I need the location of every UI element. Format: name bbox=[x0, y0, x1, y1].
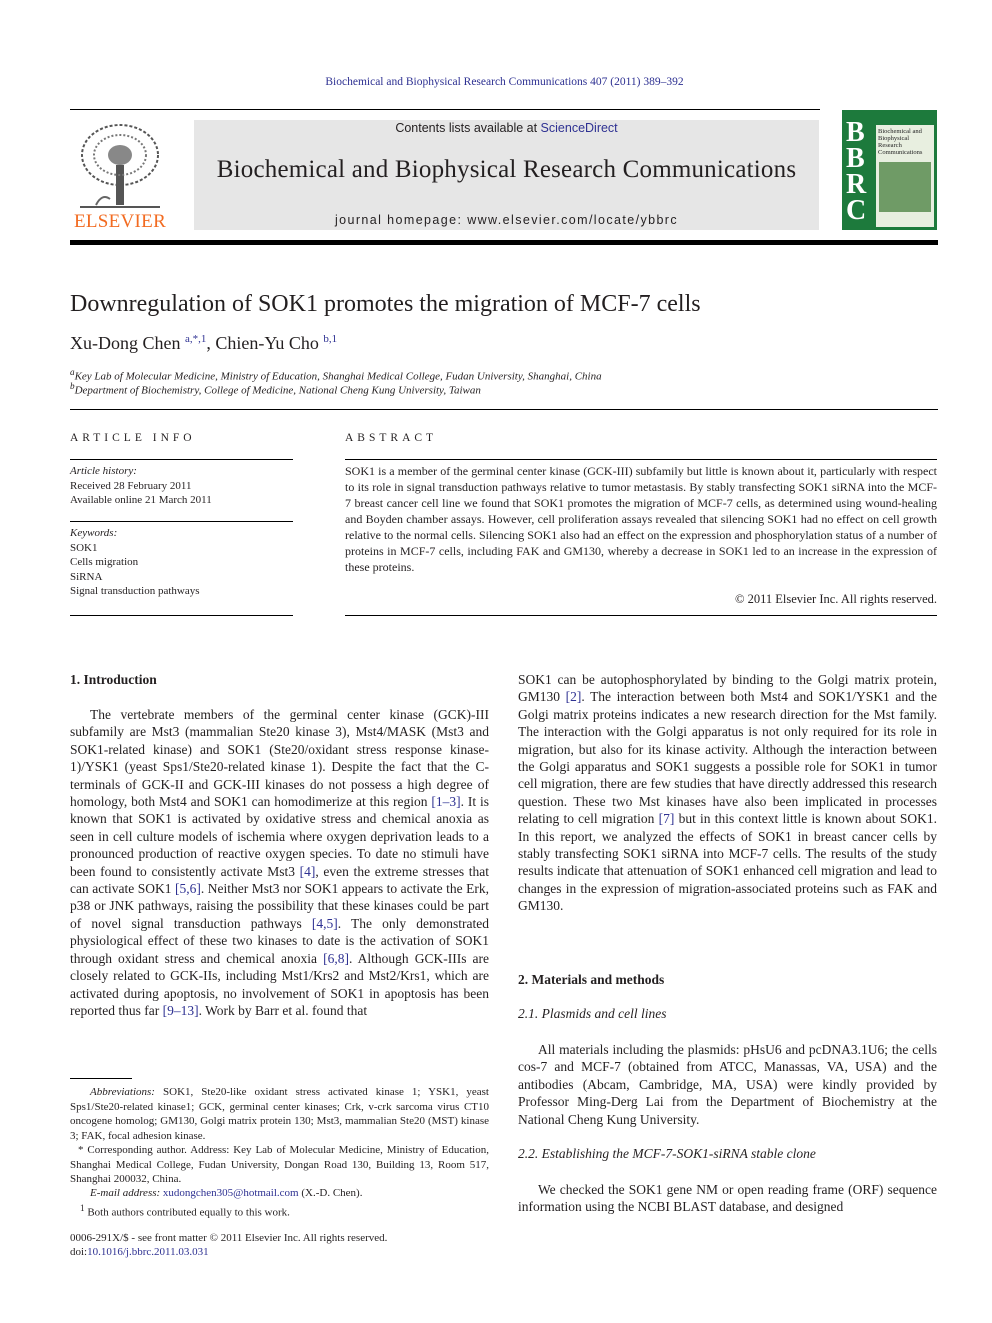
methods-heading: 2. Materials and methods bbox=[518, 972, 665, 987]
available-date: Available online 21 March 2011 bbox=[70, 494, 212, 506]
footnote-abbreviations bbox=[70, 1085, 489, 1143]
article-info-bottom-rule bbox=[70, 615, 293, 616]
citation-link[interactable]: [1–3] bbox=[431, 794, 461, 810]
abstract-text: SOK1 is a member of the germinal center kinase (GCK-III) subfamily but little is known about it, particularly with respect to its role in signal transduction pathways relative to tumor metastasis. By stably transfecting SOK1 siRNA into the MCF-7 breast cancer cell line we found that SOK1 promotes the migration of MCF-7 cells, as determined using wound-healing and Boyden chamber assays. However, cell proliferation assays revealed that silencing SOK1 had no effect on cell growth relative to the normal cells. Silencing SOK1 also had an effect on the expression and phosphorylation status of a number of proteins in MCF-7 cells, including FAK and GM130, whereby a decrease in SOK1 led to an increase in the expression of these proteins. bbox=[345, 464, 937, 574]
abstract-copyright: © 2011 Elsevier Inc. All rights reserved. bbox=[734, 592, 937, 606]
author-1-affil[interactable]: a,*,1 bbox=[185, 333, 207, 345]
author-separator: , bbox=[206, 333, 216, 353]
keywords-label: Keywords: bbox=[70, 527, 118, 539]
section-2-1-text: All materials including the plasmids: pHsU6 and pcDNA3.1U6; the cells cos-7 and MCF-7 (obtained from ATCC, Manassas, VA, USA) and the antibodies (Abcam, Cambridge, MA, USA) were kindly provided by Professor Ming-Derg Lai from the Department of Biochemistry at the National Cheng Kung University. bbox=[518, 1042, 937, 1127]
email-link[interactable]: xudongchen305@hotmail.com bbox=[162, 1187, 299, 1199]
keyword: SiRNA bbox=[70, 570, 103, 583]
header-thick-rule bbox=[70, 240, 938, 245]
contents-line bbox=[194, 121, 819, 135]
intro-paragraph-1 bbox=[70, 706, 489, 1019]
abstract-bottom-rule bbox=[345, 615, 937, 616]
intro-paragraph-2 bbox=[518, 671, 937, 915]
intro-text: . Neither Mst3 nor SOK1 appears to activate the Erk, p38 or JNK pathways, raising the possibility that these kinases could be part of novel signal transduction pathways bbox=[70, 881, 490, 931]
keywords-block bbox=[70, 526, 293, 599]
journal-cover bbox=[842, 110, 937, 230]
received-date: Received 28 February 2011 bbox=[70, 479, 192, 492]
intro-text: . It is known that SOK1 is activated by oxidative stress and chemical anoxia as seen in cell culture models of ischemia where oxygen deprivation leads to a pronounced production of reactive oxygen species. To date no stimuli have been found to consistently activate Mst3 bbox=[70, 794, 489, 879]
doi-label: doi: bbox=[70, 1246, 88, 1258]
abstract-heading: ABSTRACT bbox=[345, 432, 438, 444]
corr-text: Corresponding author. Address: Key Lab of Molecular Medicine, Ministry of Education, Shanghai Medical College, Fudan University, Dongan Road 130, Building 13, Room 517, Shanghai 200032, China. bbox=[70, 1144, 489, 1185]
equal-text: Both authors contributed equally to this work. bbox=[84, 1206, 290, 1219]
section-2-2-heading: 2.2. Establishing the MCF-7-SOK1-siRNA stable clone bbox=[518, 1146, 816, 1161]
contents-prefix: Contents lists available at bbox=[395, 121, 541, 135]
intro-text: . The interaction between both Mst4 and SOK1/YSK1 and the Golgi matrix proteins indicates a new research direction for the Mst family. The interaction with the Golgi apparatus is not only required for its role in migration, but also for its kinase activity. Although the interaction between the Golgi apparatus and SOK1 suggests a possible role for SOK1 in tumor cell migration, there are few studies that have directly addressed this research question. These two Mst kinases have also been implicated in processes relating to cell migration bbox=[518, 689, 937, 827]
intro-text: . Work by Barr et al. found that bbox=[198, 1002, 368, 1018]
header-rule bbox=[70, 109, 820, 110]
corr-mark: * bbox=[78, 1144, 84, 1156]
author-2-affil[interactable]: b,1 bbox=[323, 333, 338, 345]
keyword: SOK1 bbox=[70, 541, 98, 554]
abstract-rule bbox=[345, 459, 937, 460]
journal-title: Biochemical and Biophysical Research Communications bbox=[216, 156, 797, 183]
keyword: Cells migration bbox=[70, 556, 139, 568]
elsevier-wordmark: ELSEVIER bbox=[73, 211, 167, 232]
footnote-rule bbox=[70, 1078, 132, 1079]
intro-text: . Although GCK-IIIs are closely related to GCK-IIs, including Mst1/Krs2 and Mst2/Krs1, which are activated during apoptosis, no involvement of SOK1 in apoptosis has been reported thus far bbox=[70, 950, 489, 1018]
history-label: Article history: bbox=[70, 465, 137, 477]
journal-citation[interactable]: Biochemical and Biophysical Research Communications 407 (2011) 389–392 bbox=[325, 76, 684, 88]
issn-line: 0006-291X/$ - see front matter © 2011 Elsevier Inc. All rights reserved. bbox=[70, 1232, 388, 1244]
intro-heading: 1. Introduction bbox=[70, 672, 157, 687]
author-list bbox=[70, 333, 337, 354]
author-2: Chien-Yu Cho bbox=[215, 333, 319, 353]
footnote-corresponding bbox=[70, 1143, 489, 1187]
title-rule bbox=[70, 409, 938, 410]
affil-b-mark: b bbox=[70, 381, 75, 391]
footnote-email bbox=[70, 1186, 489, 1201]
email-label: E-mail address: bbox=[90, 1187, 161, 1199]
citation-link[interactable]: [4] bbox=[299, 863, 316, 879]
intro-text: . The only demonstrated physiological effect of these two kinases to date is the activation of SOK1 through oxidant stress and chemical anoxia bbox=[70, 915, 489, 966]
journal-homepage[interactable]: journal homepage: www.elsevier.com/locate/ybbrc bbox=[334, 213, 679, 227]
equal-mark: 1 bbox=[80, 1203, 85, 1213]
doi-line bbox=[70, 1245, 209, 1260]
citation-link[interactable]: [7] bbox=[658, 811, 675, 827]
article-info-heading: ARTICLE INFO bbox=[70, 432, 196, 444]
section-2-1-heading: 2.1. Plasmids and cell lines bbox=[518, 1006, 667, 1021]
citation-link[interactable]: [6,8] bbox=[323, 950, 349, 966]
section-2-2-text: We checked the SOK1 gene NM or open reading frame (ORF) sequence information using the NCBI BLAST database, and designed bbox=[518, 1182, 937, 1215]
article-title: Downregulation of SOK1 promotes the migration of MCF-7 cells bbox=[70, 291, 701, 317]
intro-text: SOK1 can be autophosphorylated by binding to the Golgi matrix protein, GM130 bbox=[518, 672, 937, 705]
affil-a-text: Key Lab of Molecular Medicine, Ministry of Education, Shanghai Medical College, Fudan University, Shanghai, China bbox=[74, 370, 602, 383]
cover-letters: B B R C bbox=[846, 117, 867, 226]
affil-b-text: Department of Biochemistry, College of Medicine, National Cheng Kung University, Taiwan bbox=[74, 384, 481, 397]
article-info-rule bbox=[70, 459, 293, 460]
email-suffix: (X.-D. Chen). bbox=[298, 1187, 363, 1199]
keyword: Signal transduction pathways bbox=[70, 585, 200, 597]
citation-link[interactable]: [9–13] bbox=[162, 1002, 199, 1018]
intro-text: but in this context little is known about SOK1. In this report, we analyzed the effects of SOK1 in breast cancer cells by stably transfecting SOK1 siRNA into MCF-7 cells. The results of the study results indicate that attenuation of SOK1 enhanced cell migration and lead to changes in the expression of migration-associated proteins such as FAK and GM130. bbox=[518, 811, 937, 914]
abbr-label: Abbreviations: bbox=[90, 1086, 155, 1098]
intro-text: , even the extreme stresses that can activate SOK1 bbox=[70, 863, 489, 897]
doi-link[interactable]: 10.1016/j.bbrc.2011.03.031 bbox=[87, 1246, 209, 1258]
intro-text: The vertebrate members of the germinal center kinase (GCK)-III subfamily are Mst3 (mammalian Ste20 kinase 3), Mst4/MASK (Mst3 and SOK1-related kinase) and SOK1 (Ste20/oxidant stress response kinase-1)/YSK1 (yeast Sps1/Ste20-related kinase 1). Despite the fact that the C-terminals of GCK-II and GCK-III kinases do not possess a high degree of homology, both Mst4 and SOK1 can homodimerize at this region bbox=[70, 707, 489, 810]
footnote-equal bbox=[70, 1201, 489, 1220]
cover-image bbox=[879, 162, 931, 212]
affiliation-b bbox=[70, 381, 481, 397]
cover-title: Biochemical and Biophysical Research Communications bbox=[878, 128, 923, 156]
author-1: Xu-Dong Chen bbox=[70, 333, 181, 353]
citation-link[interactable]: [5,6] bbox=[175, 881, 201, 897]
sciencedirect-link[interactable]: ScienceDirect bbox=[540, 121, 618, 135]
abbr-text: SOK1, Ste20-like oxidant stress activated kinase 1; YSK1, yeast Sps1/Ste20-related kinase1; GCK, germinal center kinases; Crk, v-crk sarcoma virus CT10 oncogene homolog; GM130, Golgi matrix protein 130; Mst3, mammalian Ste20 (MST) kinase 3; FAK, focal adhesion kinase. bbox=[70, 1086, 489, 1142]
keywords-rule bbox=[70, 521, 293, 522]
affil-a-mark: a bbox=[70, 367, 75, 377]
article-history bbox=[70, 464, 293, 508]
citation-link[interactable]: [2] bbox=[565, 689, 582, 705]
citation-link[interactable]: [4,5] bbox=[311, 915, 338, 931]
